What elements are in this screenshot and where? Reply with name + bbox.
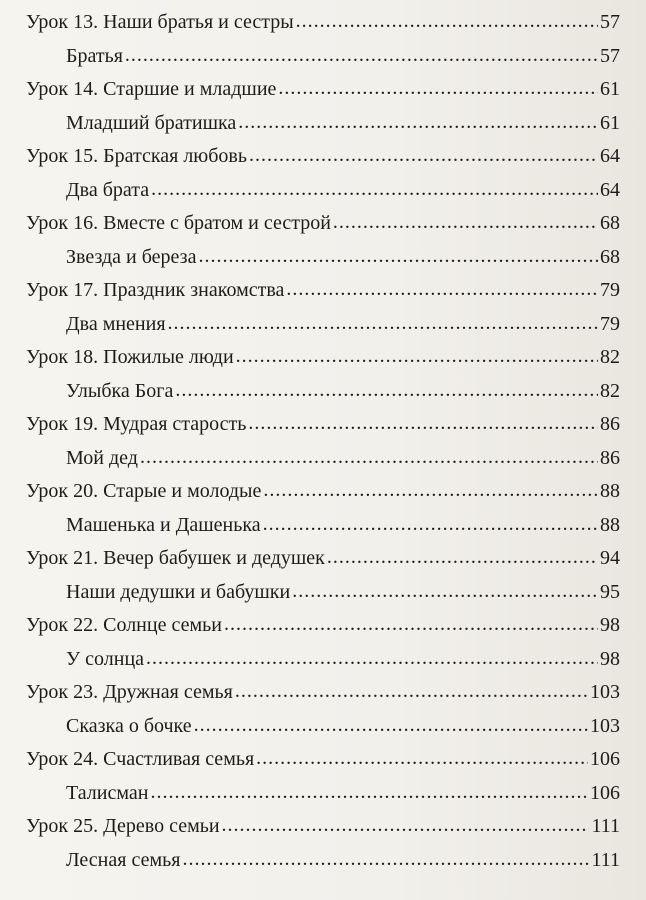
story-title: Талисман [66,781,149,804]
toc-story-row [26,308,620,342]
toc-story-row [26,844,620,878]
leader-dots [256,742,588,776]
page-number: 61 [600,111,620,134]
lesson-title: Урок 18. Пожилые люди [26,346,234,368]
toc-lesson-row [26,676,620,710]
toc-lesson-row [26,341,620,375]
leader-dots [140,441,598,475]
page-number: 68 [600,245,620,268]
page-number: 111 [591,848,620,871]
leader-dots [235,675,588,709]
leader-dots [286,273,598,307]
lesson-title: Урок 20. Старые и молодые [26,480,262,502]
lesson-title: Урок 14. Старшие и младшие [26,78,277,100]
page-number: 57 [600,44,620,67]
leader-dots [278,72,598,106]
toc-lesson-row [26,810,620,844]
page-number: 103 [590,681,620,703]
page-number: 86 [600,413,620,435]
leader-dots [194,709,588,743]
page-number: 106 [590,781,620,804]
lesson-title: Урок 24. Счастливая семья [26,748,255,770]
lesson-title: Урок 21. Вечер бабушек и дедушек [26,547,325,569]
toc-story-row [26,241,620,275]
leader-dots [182,843,589,877]
story-title: Два мнения [66,312,166,335]
toc-lesson-row [26,140,620,174]
toc-story-row [26,509,620,543]
lesson-title: Урок 19. Мудрая старость [26,413,247,435]
leader-dots [292,575,598,609]
page-number: 68 [600,212,620,234]
leader-dots [263,474,598,508]
lesson-title: Урок 23. Дружная семья [26,681,233,703]
toc-story-row [26,40,620,74]
leader-dots [238,106,598,140]
page-number: 95 [600,580,620,603]
page-number: 82 [600,346,620,368]
page-number: 64 [600,178,620,201]
leader-dots [168,307,598,341]
toc-story-row [26,643,620,677]
toc-lesson-row [26,73,620,107]
lesson-title: Урок 16. Вместе с братом и сестрой [26,212,331,234]
page-number: 103 [590,714,620,737]
story-title: Машенька и Дашенька [66,513,261,536]
toc-lesson-row [26,475,620,509]
lesson-title: Урок 17. Праздник знакомства [26,279,285,301]
leader-dots [224,608,598,642]
story-title: Звезда и береза [66,245,197,268]
toc-lesson-row [26,609,620,643]
page-number: 64 [600,145,620,167]
page-number: 111 [591,815,620,837]
leader-dots [222,809,590,843]
toc-lesson-row [26,743,620,777]
story-title: Улыбка Бога [66,379,174,402]
page-number: 79 [600,279,620,301]
page-number: 82 [600,379,620,402]
story-title: Сказка о бочке [66,714,192,737]
page-number: 98 [600,647,620,670]
leader-dots [248,407,598,441]
toc-story-row [26,576,620,610]
story-title: Наши дедушки и бабушки [66,580,291,603]
toc-story-row [26,442,620,476]
toc-lesson-row [26,542,620,576]
story-title: У солнца [66,647,145,670]
leader-dots [236,340,598,374]
story-title: Лесная семья [66,848,181,871]
story-title: Братья [66,44,123,67]
toc-story-row [26,174,620,208]
leader-dots [263,508,598,542]
leader-dots [296,5,598,39]
page-number: 79 [600,312,620,335]
page-number: 57 [600,11,620,33]
story-title: Мой дед [66,446,138,469]
toc-lesson-row [26,207,620,241]
leader-dots [146,642,598,676]
lesson-title: Урок 25. Дерево семьи [26,815,220,837]
toc-story-row [26,107,620,141]
toc-lesson-row [26,408,620,442]
leader-dots [249,139,598,173]
story-title: Младший братишка [66,111,237,134]
toc-story-row [26,375,620,409]
page-number: 61 [600,78,620,100]
toc-lesson-row [26,6,620,40]
leader-dots [125,39,598,73]
leader-dots [333,206,598,240]
lesson-title: Урок 22. Солнце семьи [26,614,222,636]
story-title: Два брата [66,178,150,201]
leader-dots [150,776,588,810]
page-number: 94 [600,547,620,569]
page-number: 86 [600,446,620,469]
toc-lesson-row [26,274,620,308]
toc-story-row [26,777,620,811]
page-number: 88 [600,513,620,536]
leader-dots [151,173,598,207]
leader-dots [175,374,598,408]
table-of-contents [26,6,620,877]
page-number: 106 [590,748,620,770]
page-number: 98 [600,614,620,636]
lesson-title: Урок 13. Наши братья и сестры [26,11,294,33]
leader-dots [198,240,598,274]
toc-story-row [26,710,620,744]
lesson-title: Урок 15. Братская любовь [26,145,247,167]
leader-dots [327,541,598,575]
page-number: 88 [600,480,620,502]
